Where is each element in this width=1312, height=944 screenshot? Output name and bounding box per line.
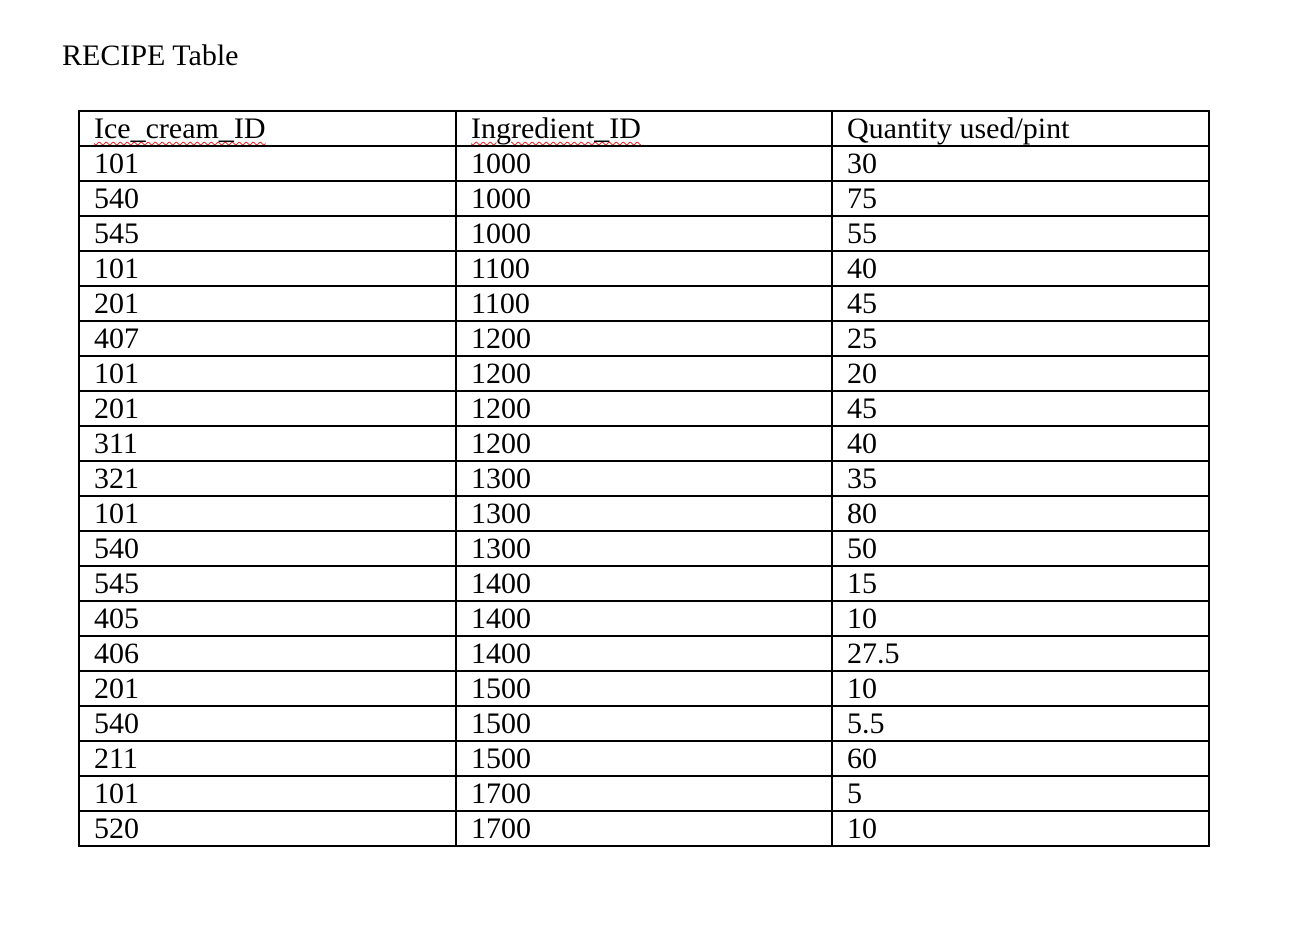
cell-ingredient-id: 1000	[456, 146, 832, 181]
table-row	[79, 776, 1209, 811]
cell-ice-cream-id: 405	[79, 601, 456, 636]
cell-quantity: 35	[832, 461, 1209, 496]
cell-quantity: 50	[832, 531, 1209, 566]
table-body	[79, 146, 1209, 846]
cell-ingredient-id: 1000	[456, 216, 832, 251]
cell-ingredient-id: 1500	[456, 706, 832, 741]
cell-ingredient-id: 1300	[456, 496, 832, 531]
cell-ingredient-id: 1200	[456, 391, 832, 426]
cell-ice-cream-id: 101	[79, 776, 456, 811]
cell-ice-cream-id: 545	[79, 216, 456, 251]
cell-ingredient-id: 1700	[456, 776, 832, 811]
table-row	[79, 741, 1209, 776]
cell-ice-cream-id: 540	[79, 181, 456, 216]
cell-ingredient-id: 1300	[456, 531, 832, 566]
cell-quantity: 20	[832, 356, 1209, 391]
cell-ice-cream-id: 101	[79, 356, 456, 391]
page-title: RECIPE Table	[62, 39, 239, 72]
cell-ice-cream-id: 201	[79, 286, 456, 321]
cell-quantity: 45	[832, 286, 1209, 321]
cell-ice-cream-id: 201	[79, 391, 456, 426]
table-row	[79, 321, 1209, 356]
cell-ice-cream-id: 545	[79, 566, 456, 601]
cell-quantity: 10	[832, 671, 1209, 706]
cell-ingredient-id: 1500	[456, 671, 832, 706]
table-row	[79, 531, 1209, 566]
table-row	[79, 426, 1209, 461]
cell-quantity: 15	[832, 566, 1209, 601]
table-row	[79, 356, 1209, 391]
cell-ice-cream-id: 211	[79, 741, 456, 776]
cell-ice-cream-id: 321	[79, 461, 456, 496]
cell-ice-cream-id: 101	[79, 146, 456, 181]
table-row	[79, 601, 1209, 636]
column-header-label: Quantity used/pint	[847, 112, 1070, 145]
cell-ingredient-id: 1200	[456, 356, 832, 391]
cell-quantity: 75	[832, 181, 1209, 216]
cell-quantity: 30	[832, 146, 1209, 181]
cell-ingredient-id: 1100	[456, 286, 832, 321]
table-row	[79, 251, 1209, 286]
cell-ingredient-id: 1300	[456, 461, 832, 496]
column-header-quantity	[832, 111, 1209, 146]
cell-quantity: 27.5	[832, 636, 1209, 671]
cell-ice-cream-id: 101	[79, 496, 456, 531]
cell-ingredient-id: 1500	[456, 741, 832, 776]
cell-quantity: 60	[832, 741, 1209, 776]
column-header-ice-cream-id	[79, 111, 456, 146]
cell-ice-cream-id: 520	[79, 811, 456, 846]
cell-quantity: 5	[832, 776, 1209, 811]
cell-quantity: 40	[832, 251, 1209, 286]
table-row	[79, 286, 1209, 321]
cell-ingredient-id: 1000	[456, 181, 832, 216]
cell-ice-cream-id: 540	[79, 706, 456, 741]
table-row	[79, 391, 1209, 426]
recipe-table	[78, 110, 1210, 847]
cell-quantity: 10	[832, 811, 1209, 846]
cell-ice-cream-id: 311	[79, 426, 456, 461]
cell-quantity: 55	[832, 216, 1209, 251]
table-row	[79, 566, 1209, 601]
column-header-ingredient-id	[456, 111, 832, 146]
cell-ingredient-id: 1100	[456, 251, 832, 286]
cell-ice-cream-id: 101	[79, 251, 456, 286]
cell-quantity: 10	[832, 601, 1209, 636]
table-row	[79, 636, 1209, 671]
cell-ice-cream-id: 201	[79, 671, 456, 706]
cell-quantity: 45	[832, 391, 1209, 426]
table-row	[79, 181, 1209, 216]
table-row	[79, 671, 1209, 706]
cell-quantity: 25	[832, 321, 1209, 356]
table-row	[79, 811, 1209, 846]
cell-ingredient-id: 1700	[456, 811, 832, 846]
cell-ice-cream-id: 406	[79, 636, 456, 671]
column-header-label: Ingredient_ID	[471, 112, 641, 145]
cell-ingredient-id: 1200	[456, 426, 832, 461]
table-row	[79, 216, 1209, 251]
table-row	[79, 461, 1209, 496]
cell-quantity: 5.5	[832, 706, 1209, 741]
cell-quantity: 80	[832, 496, 1209, 531]
cell-ingredient-id: 1400	[456, 601, 832, 636]
table-header-row	[79, 111, 1209, 146]
cell-quantity: 40	[832, 426, 1209, 461]
cell-ingredient-id: 1400	[456, 636, 832, 671]
table-row	[79, 496, 1209, 531]
cell-ingredient-id: 1400	[456, 566, 832, 601]
table-row	[79, 146, 1209, 181]
column-header-label: Ice_cream_ID	[94, 112, 266, 145]
cell-ice-cream-id: 407	[79, 321, 456, 356]
cell-ice-cream-id: 540	[79, 531, 456, 566]
cell-ingredient-id: 1200	[456, 321, 832, 356]
table-row	[79, 706, 1209, 741]
